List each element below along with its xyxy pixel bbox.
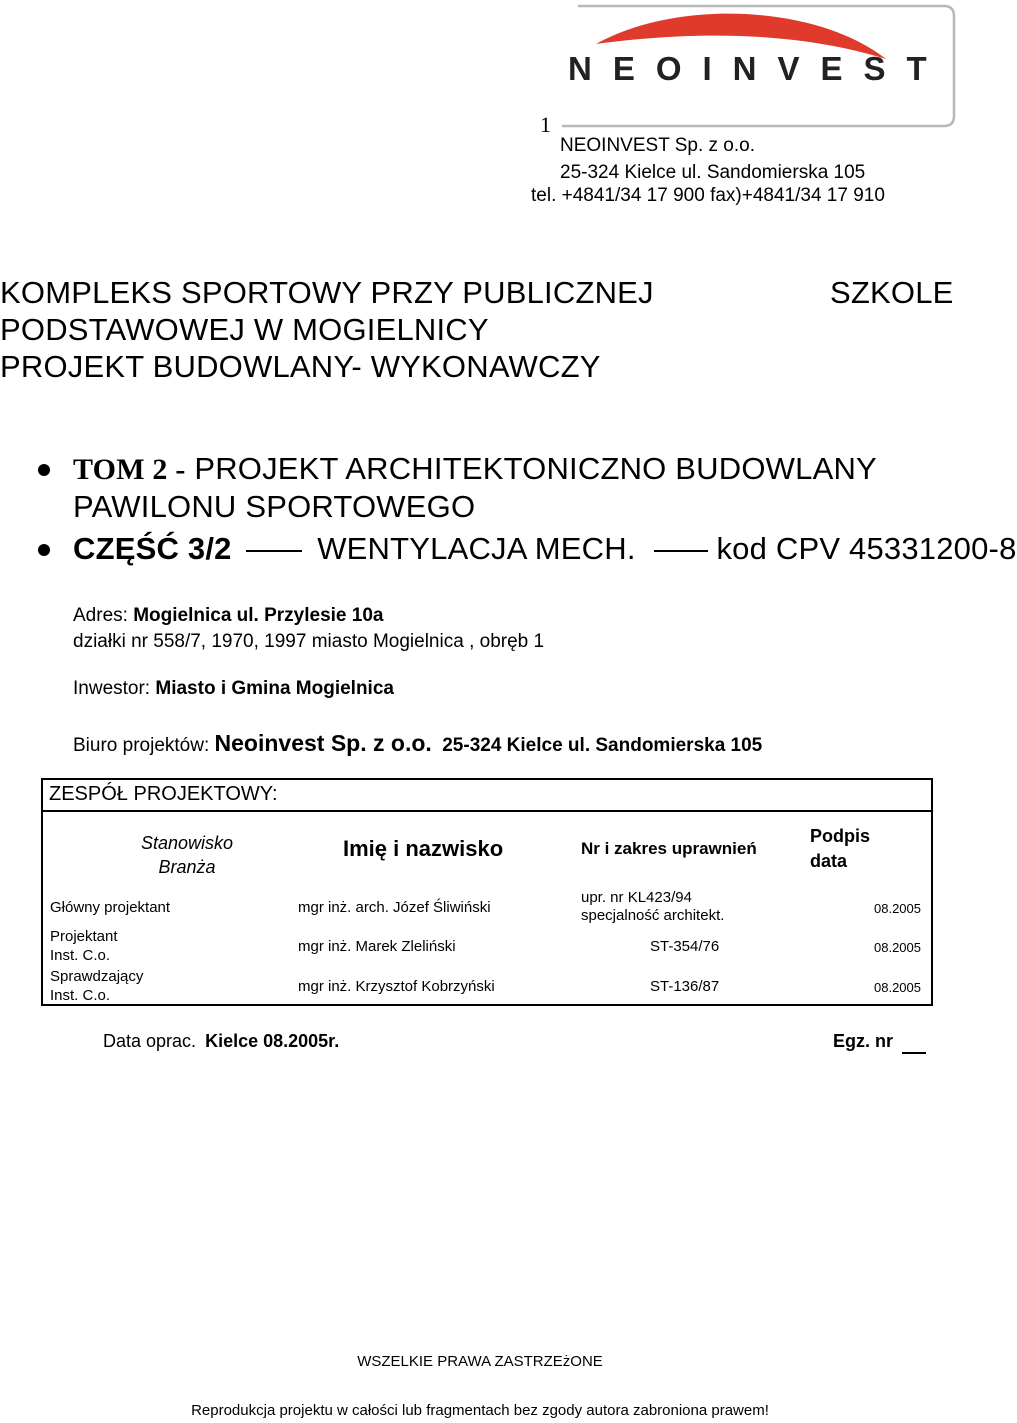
divider [43, 810, 931, 812]
rights-notice: WSZELKIE PRAWA ZASTRZEżONE [357, 1353, 603, 1370]
row3-date: 08.2005 [874, 980, 921, 995]
biuro-line [73, 730, 762, 757]
row1-name: mgr inż. arch. Józef Śliwiński [298, 899, 491, 916]
row1-perm2: specjalność architekt. [581, 907, 725, 924]
col-stanowisko: Stanowisko [140, 833, 234, 853]
dzialki-line: działki nr 558/7, 1970, 1997 miasto Mogielnica , obręb 1 [73, 631, 545, 652]
team-heading: ZESPÓŁ PROJEKTOWY: [49, 783, 278, 805]
row1-perm: upr. nr KL423/94 [581, 889, 692, 906]
row2-role2: Inst. C.o. [50, 947, 111, 964]
col-branza: Branża [158, 857, 216, 877]
company-address: 25-324 Kielce ul. Sandomierska 105 [560, 162, 866, 183]
dash [246, 550, 302, 552]
biuro-label: Biuro projektów: [73, 735, 215, 756]
row3-perm: ST-136/87 [650, 978, 720, 995]
tom-line [73, 450, 877, 488]
reproduction-notice: Reprodukcja projektu w całości lub fragmentach bez zgody autora zabroniona prawem! [191, 1402, 769, 1419]
biuro-address: 25-324 Kielce ul. Sandomierska 105 [442, 735, 763, 756]
row1-role: Główny projektant [50, 899, 171, 916]
tom-label: TOM 2 - [73, 453, 186, 486]
tom-text2: PAWILONU SPORTOWEGO [73, 489, 476, 524]
data-value: Kielce 08.2005r. [205, 1031, 340, 1051]
company-phone: tel. +4841/34 17 900 fax)+4841/34 17 910 [531, 185, 885, 206]
adres-value: Mogielnica ul. Przylesie 10a [133, 605, 384, 626]
title-line3: PROJEKT BUDOWLANY- WYKONAWCZY [0, 349, 601, 384]
svg-text:NEOINVEST: NEOINVEST [568, 50, 948, 87]
inwestor-line [73, 678, 394, 700]
egz-blank [902, 1031, 926, 1054]
row2-role: Projektant [50, 928, 118, 945]
dash [654, 550, 708, 552]
row3-role2: Inst. C.o. [50, 987, 111, 1004]
title-line1-end: SZKOLE [830, 275, 954, 310]
page-number: 1 [540, 112, 551, 137]
czesc-text: WENTYLACJA MECH. [308, 531, 636, 566]
egz-line [833, 1031, 926, 1054]
tom-text: PROJEKT ARCHITEKTONICZNO BUDOWLANY [185, 451, 877, 486]
title-line2: PODSTAWOWEJ W MOGIELNICY [0, 312, 489, 347]
col-data: data [810, 851, 848, 871]
col-imie: Imię i nazwisko [343, 836, 504, 861]
egz-label: Egz. nr [833, 1031, 894, 1051]
title-line1: KOMPLEKS SPORTOWY PRZY PUBLICZNEJ [0, 275, 654, 310]
col-nr: Nr i zakres uprawnień [581, 839, 757, 858]
neoinvest-logo [556, 4, 956, 128]
adres-line [73, 605, 383, 627]
cpv-code: kod CPV 45331200-8 [716, 531, 1017, 566]
bullet-icon [38, 464, 50, 476]
data-line [103, 1031, 339, 1052]
row3-role: Sprawdzający [50, 968, 144, 985]
company-name: NEOINVEST Sp. z o.o. [560, 135, 756, 156]
col-podpis: Podpis [810, 826, 871, 846]
inwestor-label: Inwestor: [73, 678, 156, 699]
row2-date: 08.2005 [874, 940, 921, 955]
adres-label: Adres: [73, 605, 134, 626]
inwestor-value: Miasto i Gmina Mogielnica [155, 678, 394, 699]
row2-name: mgr inż. Marek Zleliński [298, 938, 456, 955]
row1-date: 08.2005 [874, 901, 921, 916]
row3-name: mgr inż. Krzysztof Kobrzyński [298, 978, 495, 995]
data-label: Data oprac. [103, 1031, 197, 1051]
row2-perm: ST-354/76 [650, 938, 720, 955]
czesc-label: CZĘŚĆ 3/2 [73, 531, 232, 566]
biuro-value: Neoinvest Sp. z o.o. [214, 730, 432, 756]
czesc-line [73, 530, 1017, 567]
bullet-icon [38, 544, 50, 556]
team-table [41, 778, 933, 1006]
